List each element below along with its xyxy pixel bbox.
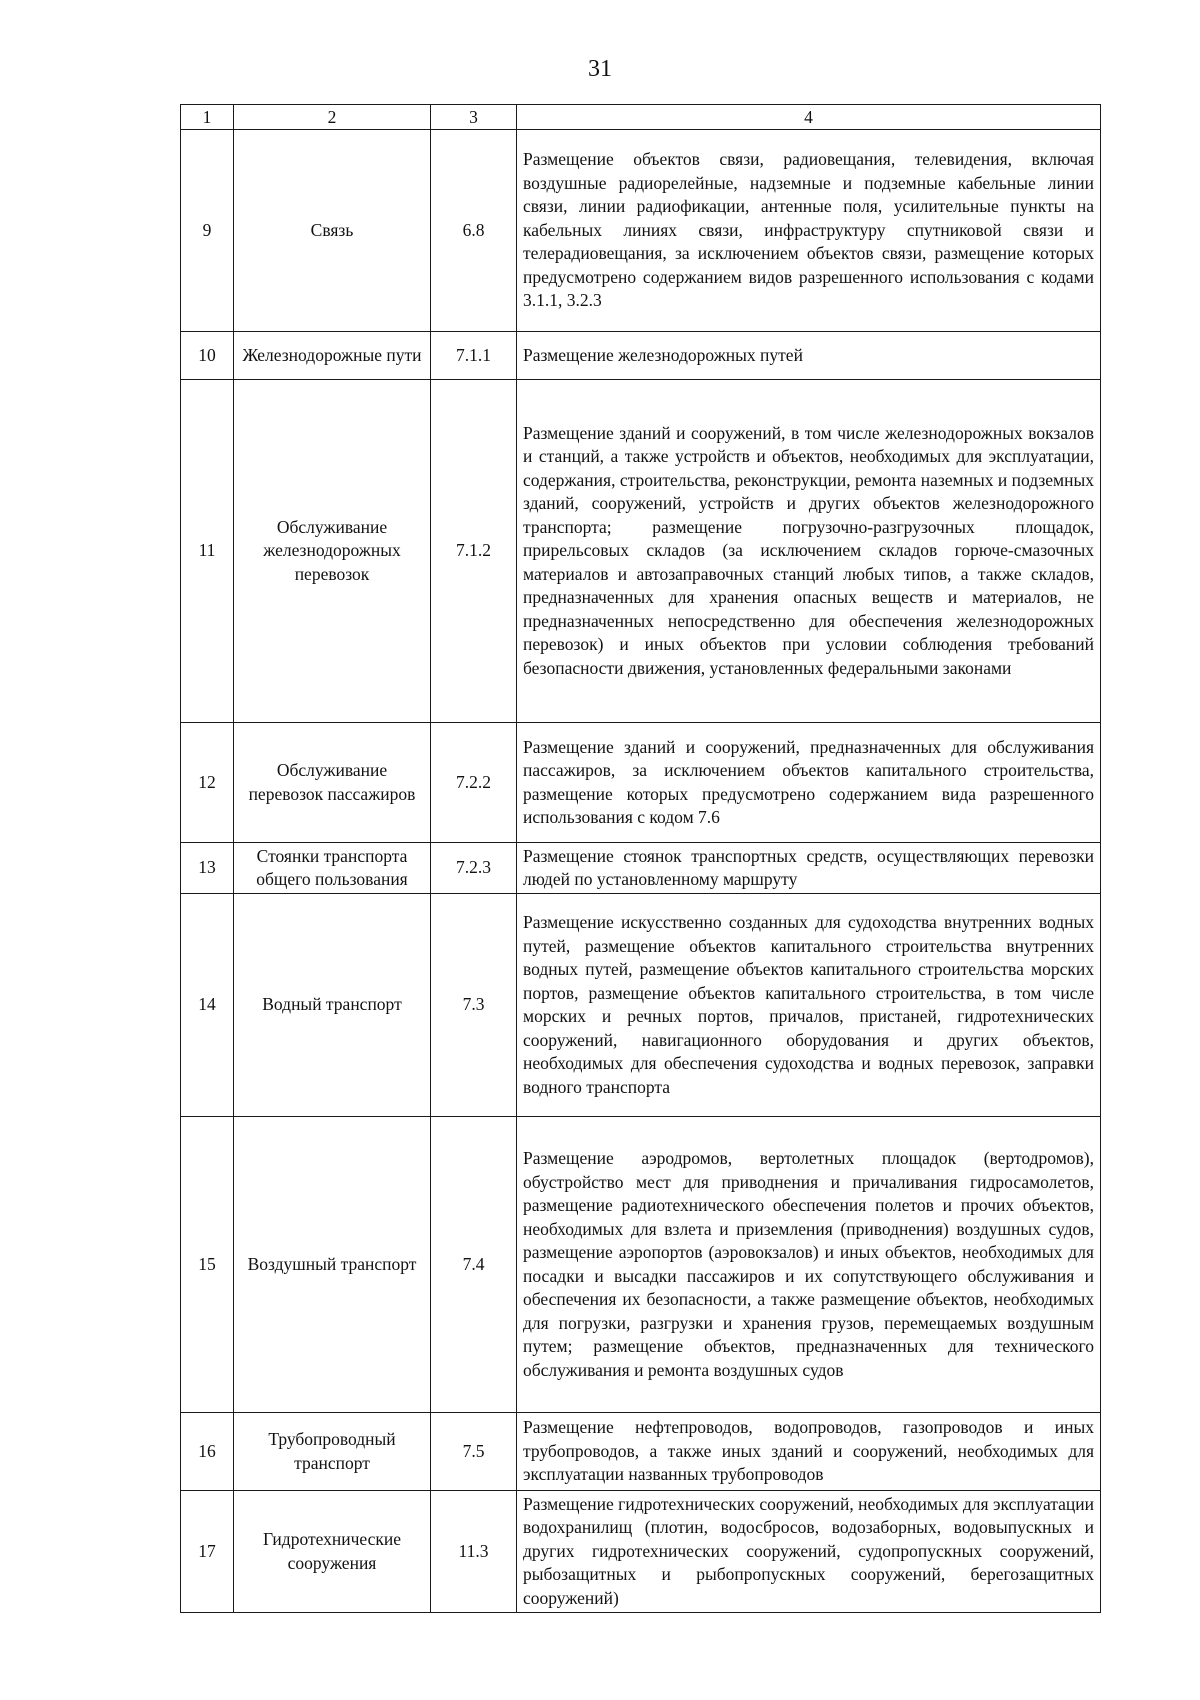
row-number: 14 (181, 894, 234, 1117)
table-row (181, 1491, 1101, 1613)
land-use-code: 6.8 (431, 130, 517, 332)
land-use-description: Размещение искусственно созданных для судоходства внутренних водных путей, размещение объектов капитального строительства внутренних водных путей, размещение объектов капитального строительства морских портов, размещение объектов капитального строительства, в том числе морских и речных портов, причалов, пристаней, гидротехнических сооружений, навигационного оборудования и других объектов, необходимых для обеспечения судоходства и водных перевозок, заправки водного транспорта (517, 894, 1101, 1117)
table-row (181, 843, 1101, 894)
land-use-description: Размещение гидротехнических сооружений, необходимых для эксплуатации водохранилищ (плотин, водосбросов, водозаборных, водовыпускных и других гидротехнических сооружений, судопропускных сооружений, рыбозащитных и рыбопропускных сооружений, берегозащитных сооружений) (517, 1491, 1101, 1613)
row-number: 9 (181, 130, 234, 332)
table-row (181, 1117, 1101, 1413)
land-use-table (180, 104, 1101, 1613)
page-number: 31 (588, 56, 612, 82)
row-number: 11 (181, 380, 234, 723)
table-row (181, 1413, 1101, 1491)
land-use-name: Водный транспорт (234, 894, 431, 1117)
table-row (181, 894, 1101, 1117)
land-use-name: Гидротехнические сооружения (234, 1491, 431, 1613)
row-number: 15 (181, 1117, 234, 1413)
land-use-name: Трубопроводный транспорт (234, 1413, 431, 1491)
land-use-code: 7.1.1 (431, 332, 517, 380)
land-use-code: 7.2.3 (431, 843, 517, 894)
land-use-code: 7.1.2 (431, 380, 517, 723)
header-cell-1: 1 (181, 105, 234, 130)
table-row (181, 332, 1101, 380)
land-use-description: Размещение объектов связи, радиовещания, телевидения, включая воздушные радиорелейные, надземные и подземные кабельные линии связи, линии радиофикации, антенные поля, усилительные пункты на кабельных линиях связи, инфраструктуру спутниковой связи и телерадиовещания, за исключением объектов связи, размещение которых предусмотрено содержанием видов разрешенного использования с кодами 3.1.1, 3.2.3 (517, 130, 1101, 332)
land-use-name: Обслуживание железнодорожных перевозок (234, 380, 431, 723)
land-use-name: Воздушный транспорт (234, 1117, 431, 1413)
table-row (181, 380, 1101, 723)
row-number: 13 (181, 843, 234, 894)
land-use-code: 7.4 (431, 1117, 517, 1413)
land-use-description: Размещение зданий и сооружений, в том числе железнодорожных вокзалов и станций, а также устройств и объектов, необходимых для эксплуатации, содержания, строительства, реконструкции, ремонта наземных и подземных зданий, сооружений, устройств и других объектов железнодорожного транспорта; размещение погрузочно-разгрузочных площадок, прирельсовых складов (за исключением складов горюче-смазочных материалов и автозаправочных станций любых типов, а также складов, предназначенных для хранения опасных веществ и материалов, не предназначенных непосредственно для обеспечения железнодорожных перевозок) и иных объектов при условии соблюдения требований безопасности движения, установленных федеральными законами (517, 380, 1101, 723)
row-number: 17 (181, 1491, 234, 1613)
table-row (181, 130, 1101, 332)
land-use-name: Связь (234, 130, 431, 332)
table-row (181, 723, 1101, 843)
header-cell-2: 2 (234, 105, 431, 130)
land-use-name: Железнодорожные пути (234, 332, 431, 380)
land-use-name: Обслуживание перевозок пассажиров (234, 723, 431, 843)
land-use-description: Размещение стоянок транспортных средств, осуществляющих перевозки людей по установленному маршруту (517, 843, 1101, 894)
land-use-name: Стоянки транспорта общего пользования (234, 843, 431, 894)
land-use-description: Размещение зданий и сооружений, предназначенных для обслуживания пассажиров, за исключением объектов капитального строительства, размещение которых предусмотрено содержанием вида разрешенного использования с кодом 7.6 (517, 723, 1101, 843)
land-use-code: 7.3 (431, 894, 517, 1117)
header-cell-3: 3 (431, 105, 517, 130)
land-use-description: Размещение нефтепроводов, водопроводов, газопроводов и иных трубопроводов, а также иных зданий и сооружений, необходимых для эксплуатации названных трубопроводов (517, 1413, 1101, 1491)
land-use-description: Размещение железнодорожных путей (517, 332, 1101, 380)
land-use-code: 7.2.2 (431, 723, 517, 843)
land-use-code: 11.3 (431, 1491, 517, 1613)
row-number: 12 (181, 723, 234, 843)
row-number: 10 (181, 332, 234, 380)
table-header-row (181, 105, 1101, 130)
row-number: 16 (181, 1413, 234, 1491)
header-cell-4: 4 (517, 105, 1101, 130)
land-use-code: 7.5 (431, 1413, 517, 1491)
land-use-description: Размещение аэродромов, вертолетных площадок (вертодромов), обустройство мест для приводнения и причаливания гидросамолетов, размещение радиотехнического обеспечения полетов и прочих объектов, необходимых для взлета и приземления (приводнения) воздушных судов, размещение аэропортов (аэровокзалов) и иных объектов, необходимых для посадки и высадки пассажиров и их сопутствующего обслуживания и обеспечения их безопасности, а также размещение объектов, необходимых для погрузки, разгрузки и хранения грузов, перемещаемых воздушным путем; размещение объектов, предназначенных для технического обслуживания и ремонта воздушных судов (517, 1117, 1101, 1413)
